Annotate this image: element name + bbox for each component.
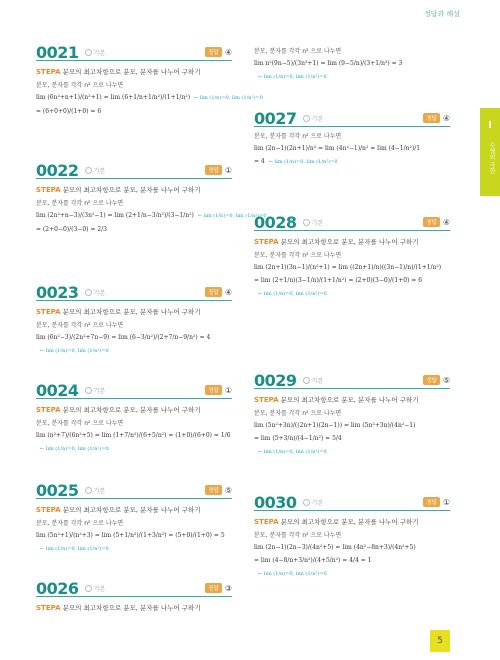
step-text: 분모의 최고차항으로 분모, 분자를 나누어 구하기 bbox=[62, 406, 201, 414]
eq-text: lim (2n²+n−3)/(3n²−1) = lim (2+1/n−3/n²)/(3−1/n²) bbox=[36, 212, 194, 219]
answer bbox=[205, 583, 232, 593]
difficulty-icon bbox=[303, 115, 310, 122]
problem-0026 bbox=[36, 580, 232, 612]
eq-text: lim (n²+7)/(6n²+5) = lim (1+7/n²)/(6+5/n²) = (1+0)/(6+0) = 1/6 bbox=[36, 432, 231, 439]
difficulty-icon bbox=[85, 49, 92, 56]
difficulty-icon bbox=[85, 289, 92, 296]
equation-2 bbox=[254, 157, 450, 167]
eq-text: lim (6n²−3)/(2n²+7n−9) = lim (6−3/n²)/(2+7/n−9/n²) = 4 bbox=[36, 334, 211, 341]
problem-0028 bbox=[254, 214, 450, 299]
step-letter: A bbox=[55, 186, 61, 194]
note: 분모, 분자를 각각 n² 으로 나누면 bbox=[254, 532, 342, 539]
chapter-tab bbox=[480, 108, 500, 196]
hint: ← lim (1/n)=0, lim (1/n²)=0 bbox=[258, 74, 327, 80]
hint-line bbox=[36, 346, 232, 356]
step-label: STEP bbox=[36, 186, 56, 194]
answer bbox=[205, 287, 232, 297]
step-label: STEP bbox=[254, 396, 274, 404]
step-line bbox=[254, 395, 450, 404]
step-letter: A bbox=[273, 518, 279, 526]
difficulty-icon bbox=[303, 377, 310, 384]
equation-2 bbox=[254, 276, 450, 285]
problem-0022 bbox=[36, 160, 267, 234]
hint: ← lim (1/n)=0, lim (1/n²)=0 bbox=[258, 291, 327, 297]
answer-tag: 정답 bbox=[205, 583, 222, 593]
answer-tag: 정답 bbox=[423, 375, 440, 385]
difficulty bbox=[85, 166, 106, 175]
step-text: 분모의 최고차항으로 분모, 분자를 나누어 구하기 bbox=[280, 396, 419, 404]
difficulty-icon bbox=[85, 585, 92, 592]
answer-value: ④ bbox=[442, 113, 450, 123]
step-label: STEP bbox=[254, 518, 274, 526]
answer bbox=[423, 375, 450, 385]
equation-2: = (2+0−0)/(3−0) = 2/3 bbox=[36, 226, 107, 233]
chapter-number: I bbox=[488, 120, 492, 131]
step-text: 분모의 최고차항으로 분모, 분자를 나누어 구하기 bbox=[62, 506, 201, 514]
hint: ← lim (1/n)=0, lim (1/n²)=0 bbox=[40, 446, 109, 452]
step-label: STEP bbox=[36, 308, 56, 316]
step-text: 분모의 최고차항으로 분모, 분자를 나누어 구하기 bbox=[280, 238, 419, 246]
step-text: 분모의 최고차항으로 분모, 분자를 나누어 구하기 bbox=[62, 308, 201, 316]
hint: ← lim (1/n)=0, lim (1/n²)=0 bbox=[40, 546, 109, 552]
answer bbox=[205, 485, 232, 495]
problem-0029 bbox=[254, 372, 450, 457]
problem-number: 0028 bbox=[254, 212, 297, 232]
hint: ← lim (1/n)=0, lim (1/n²)=0 bbox=[268, 159, 338, 165]
difficulty bbox=[85, 584, 106, 593]
equation-1 bbox=[254, 263, 450, 272]
hint-line bbox=[254, 447, 450, 457]
equation-1 bbox=[254, 59, 450, 68]
difficulty-icon bbox=[85, 167, 92, 174]
step-label: STEP bbox=[36, 506, 56, 514]
equation-1 bbox=[36, 93, 263, 103]
step-label: STEP bbox=[254, 238, 274, 246]
problem-0030 bbox=[254, 494, 450, 579]
step-letter: A bbox=[273, 238, 279, 246]
equation-1 bbox=[254, 421, 450, 430]
problem-number: 0025 bbox=[36, 480, 79, 500]
difficulty-label: 기본 bbox=[311, 377, 324, 385]
step-letter: A bbox=[55, 406, 61, 414]
equation-2 bbox=[254, 556, 450, 565]
answer bbox=[423, 217, 450, 227]
hint: ← lim (1/n)=0, lim (1/n²)=0 bbox=[197, 213, 267, 219]
equation-1 bbox=[36, 333, 232, 342]
hint-line bbox=[254, 72, 450, 82]
step-label: STEP bbox=[36, 68, 56, 76]
answer-tag: 정답 bbox=[205, 287, 222, 297]
eq-text: = lim (2+1/n)(3−1/n)/(1+1/n²) = (2+0)(3−0)/(1+0) = 6 bbox=[254, 277, 423, 284]
section-header: 정답과 해설 bbox=[423, 10, 460, 18]
step-line bbox=[36, 185, 232, 194]
difficulty bbox=[303, 376, 324, 385]
eq-text: = lim (4−8/n+3/n²)/(4+5/n²) = 4/4 = 1 bbox=[254, 557, 372, 564]
note: 분모, 분자를 각각 n² 으로 나누면 bbox=[254, 410, 342, 417]
answer-tag: 정답 bbox=[205, 385, 222, 395]
difficulty-label: 기본 bbox=[93, 585, 106, 593]
answer-tag: 정답 bbox=[423, 113, 440, 123]
hint-line bbox=[254, 289, 450, 299]
answer-tag: 정답 bbox=[423, 217, 440, 227]
hint: ← lim (1/n)=0, lim (1/n²)=0 bbox=[258, 571, 327, 577]
step-label: STEP bbox=[36, 406, 56, 414]
equation-1 bbox=[36, 211, 267, 221]
answer-tag: 정답 bbox=[423, 497, 440, 507]
answer bbox=[423, 113, 450, 123]
hint: ← lim (1/n)=0, lim (1/n²)=0 bbox=[40, 348, 109, 354]
eq-text: = lim (5+3/n)/(4−1/n²) = 5/4 bbox=[254, 435, 342, 442]
difficulty-label: 기본 bbox=[93, 387, 106, 395]
problem-number: 0022 bbox=[36, 160, 79, 180]
problem-number: 0029 bbox=[254, 370, 297, 390]
answer bbox=[423, 497, 450, 507]
note: 분모, 분자를 각각 n² 으로 나누면 bbox=[36, 520, 124, 527]
eq-text: lim (2n−1)(2n+1)/n² = lim (4n²−1)/n² = lim (4−1/n²)/1 bbox=[254, 145, 421, 152]
step-letter: A bbox=[55, 604, 61, 612]
note: 분모, 분자를 각각 n² 으로 나누면 bbox=[36, 420, 124, 427]
difficulty-icon bbox=[303, 219, 310, 226]
step-label: STEP bbox=[36, 604, 56, 612]
step-line bbox=[36, 505, 232, 514]
step-text: 분모의 최고차항으로 분모, 분자를 나누어 구하기 bbox=[62, 604, 201, 612]
difficulty bbox=[85, 288, 106, 297]
note: 분모, 분자를 각각 n² 으로 나누면 bbox=[254, 133, 342, 140]
difficulty-label: 기본 bbox=[311, 499, 324, 507]
answer-value: ④ bbox=[224, 287, 232, 297]
equation-1 bbox=[254, 543, 450, 552]
equation-2: = (6+0+0)/(1+0) = 6 bbox=[36, 108, 102, 115]
page-number: 5 bbox=[430, 630, 450, 652]
answer-value: ④ bbox=[224, 47, 232, 57]
eq-text: lim (2n−1)(2n−3)/(4n²+5) = lim (4n²−8n+3)/(4n²+5) bbox=[254, 544, 416, 551]
answer-value: ⑤ bbox=[442, 375, 450, 385]
difficulty-icon bbox=[85, 487, 92, 494]
difficulty-label: 기본 bbox=[93, 289, 106, 297]
problem-0027 bbox=[254, 110, 450, 167]
difficulty-label: 기본 bbox=[93, 487, 106, 495]
problem-0023 bbox=[36, 284, 232, 356]
step-text: 분모의 최고차항으로 분모, 분자를 나누어 구하기 bbox=[62, 186, 201, 194]
difficulty-label: 기본 bbox=[311, 219, 324, 227]
step-letter: A bbox=[55, 68, 61, 76]
problem-number: 0021 bbox=[36, 42, 79, 62]
problem-number: 0027 bbox=[254, 108, 297, 128]
hint-line bbox=[36, 544, 232, 554]
answer-tag: 정답 bbox=[205, 47, 222, 57]
chapter-title: 수열의 극한 bbox=[488, 142, 495, 174]
note: 분모, 분자를 각각 n² 으로 나누면 bbox=[254, 48, 342, 55]
answer-value: ③ bbox=[224, 583, 232, 593]
step-line bbox=[36, 307, 232, 316]
difficulty-icon bbox=[303, 499, 310, 506]
hint-line bbox=[254, 569, 450, 579]
difficulty bbox=[303, 218, 324, 227]
problem-0026-continued bbox=[254, 42, 450, 82]
problem-0024 bbox=[36, 382, 232, 454]
step-line bbox=[254, 517, 450, 526]
eq-text: lim (6n²+n+1)/(n²+1) = lim (6+1/n+1/n²)/(1+1/n²) bbox=[36, 94, 191, 101]
difficulty-label: 기본 bbox=[311, 115, 324, 123]
note: 분모, 분자를 각각 n² 으로 나누면 bbox=[254, 252, 342, 259]
step-line bbox=[36, 67, 232, 76]
note: 분모, 분자를 각각 n² 으로 나누면 bbox=[36, 322, 124, 329]
step-letter: A bbox=[55, 308, 61, 316]
step-text: 분모의 최고차항으로 분모, 분자를 나누어 구하기 bbox=[62, 68, 201, 76]
problem-number: 0023 bbox=[36, 282, 79, 302]
problem-0025 bbox=[36, 482, 232, 554]
hint: ← lim (1/n)=0, lim (1/n²)=0 bbox=[258, 449, 327, 455]
eq-text: lim (2n+1)(3n−1)/(n²+1) = lim ((2n+1)/n)((3n−1)/n)/(1+1/n²) bbox=[254, 264, 442, 271]
step-text: 분모의 최고차항으로 분모, 분자를 나누어 구하기 bbox=[280, 518, 419, 526]
answer bbox=[205, 47, 232, 57]
difficulty bbox=[85, 386, 106, 395]
difficulty bbox=[85, 486, 106, 495]
equation-2 bbox=[254, 434, 450, 443]
answer bbox=[205, 385, 232, 395]
answer-value: ① bbox=[442, 497, 450, 507]
equation-1 bbox=[36, 431, 232, 440]
step-line bbox=[36, 603, 232, 612]
equation-1 bbox=[36, 531, 232, 540]
problem-number: 0024 bbox=[36, 380, 79, 400]
step-letter: A bbox=[55, 506, 61, 514]
answer-value: ① bbox=[224, 385, 232, 395]
difficulty bbox=[85, 48, 106, 57]
note: 분모, 분자를 각각 n² 으로 나누면 bbox=[36, 82, 124, 89]
answer-value: ① bbox=[224, 165, 232, 175]
hint: ← lim (1/n)=0, lim (1/n²)=0 bbox=[194, 95, 263, 101]
note: 분모, 분자를 각각 n² 으로 나누면 bbox=[36, 200, 124, 207]
equation-1 bbox=[254, 144, 450, 153]
difficulty bbox=[303, 498, 324, 507]
problem-0021 bbox=[36, 42, 263, 116]
answer-value: ⑤ bbox=[224, 485, 232, 495]
step-letter: A bbox=[273, 396, 279, 404]
difficulty-icon bbox=[85, 387, 92, 394]
answer-value: ④ bbox=[442, 217, 450, 227]
problem-number: 0026 bbox=[36, 578, 79, 598]
answer bbox=[205, 165, 232, 175]
answer-tag: 정답 bbox=[205, 165, 222, 175]
difficulty bbox=[303, 114, 324, 123]
answer-tag: 정답 bbox=[205, 485, 222, 495]
eq-text: = 4 bbox=[254, 158, 265, 165]
eq-text: lim (5n²+1)/(n²+3) = lim (5+1/n²)/(1+3/n²) = (5+0)/(1+0) = 5 bbox=[36, 532, 225, 539]
difficulty-label: 기본 bbox=[93, 167, 106, 175]
eq-text: lim n²(9n−5)/(3n³+1) = lim (9−5/n)/(3+1/n³) = 3 bbox=[254, 60, 403, 67]
problem-number: 0030 bbox=[254, 492, 297, 512]
eq-text: lim (5n²+3n)/((2n+1)(2n−1)) = lim (5n²+3n)/(4n²−1) bbox=[254, 422, 416, 429]
hint-line bbox=[36, 444, 232, 454]
step-line bbox=[254, 237, 450, 246]
step-line bbox=[36, 405, 232, 414]
difficulty-label: 기본 bbox=[93, 49, 106, 57]
